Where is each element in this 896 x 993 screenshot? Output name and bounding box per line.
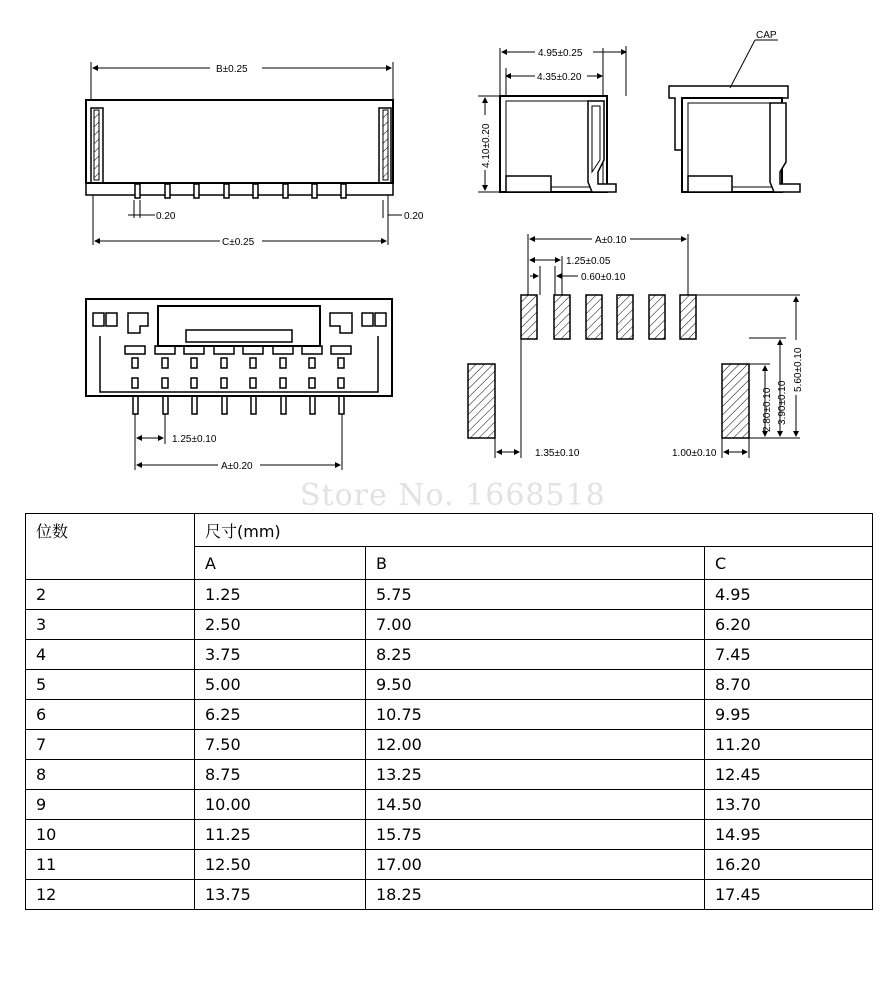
cell-positions: 10 <box>26 820 195 850</box>
footprint-pad-width: 0.60±0.10 <box>581 272 626 283</box>
subheader-a: A <box>195 547 366 580</box>
footprint-offset-left: 1.35±0.10 <box>535 448 580 459</box>
cell-b: 9.50 <box>366 670 705 700</box>
footprint-pad-right-width: 1.00±0.10 <box>672 448 717 459</box>
cell-a: 6.25 <box>195 700 366 730</box>
cell-b: 17.00 <box>366 850 705 880</box>
top-view-pin-left: 0.20 <box>156 211 176 222</box>
table-row <box>26 640 873 670</box>
footprint-height-total: 5.60±0.10 <box>793 347 804 392</box>
cell-a: 12.50 <box>195 850 366 880</box>
top-view-pins <box>135 184 346 198</box>
table-row <box>26 850 873 880</box>
store-watermark: Store No. 1668518 <box>300 478 606 513</box>
front-view-pins <box>133 396 344 414</box>
header-size-mm: 尺寸(mm) <box>195 514 873 547</box>
cell-a: 10.00 <box>195 790 366 820</box>
table-row <box>26 790 873 820</box>
footprint-mount-pad-left <box>468 364 495 438</box>
top-view <box>86 62 402 245</box>
table-header-row <box>26 514 873 547</box>
table-row <box>26 580 873 610</box>
cell-b: 14.50 <box>366 790 705 820</box>
cell-positions: 5 <box>26 670 195 700</box>
cell-positions: 8 <box>26 760 195 790</box>
cell-b: 12.00 <box>366 730 705 760</box>
top-view-dim-b: B±0.25 <box>216 64 248 75</box>
front-view-contacts <box>125 346 351 388</box>
cap-view <box>669 40 800 192</box>
dimension-table <box>25 513 873 910</box>
front-view <box>86 299 392 470</box>
cell-a: 3.75 <box>195 640 366 670</box>
table-row <box>26 700 873 730</box>
top-view-pin-right: 0.20 <box>404 211 424 222</box>
cell-c: 12.45 <box>705 760 873 790</box>
table-row <box>26 880 873 910</box>
cell-c: 17.45 <box>705 880 873 910</box>
cap-label: CAP <box>756 30 777 41</box>
cell-positions: 7 <box>26 730 195 760</box>
cell-positions: 3 <box>26 610 195 640</box>
cell-positions: 12 <box>26 880 195 910</box>
footprint-dim-a: A±0.10 <box>595 235 627 246</box>
side-view-dim-inner: 4.35±0.20 <box>537 72 582 83</box>
cell-c: 8.70 <box>705 670 873 700</box>
cell-positions: 4 <box>26 640 195 670</box>
cell-c: 11.20 <box>705 730 873 760</box>
cell-a: 5.00 <box>195 670 366 700</box>
footprint-mount-pad-right <box>722 364 749 438</box>
table-row <box>26 610 873 640</box>
footprint-pads <box>521 295 696 339</box>
cell-a: 1.25 <box>195 580 366 610</box>
cell-positions: 9 <box>26 790 195 820</box>
cell-b: 5.75 <box>366 580 705 610</box>
cell-positions: 6 <box>26 700 195 730</box>
side-view <box>478 46 626 192</box>
footprint-pitch: 1.25±0.05 <box>566 256 611 267</box>
front-view-pitch: 1.25±0.10 <box>172 434 217 445</box>
cell-c: 9.95 <box>705 700 873 730</box>
cell-c: 4.95 <box>705 580 873 610</box>
cell-a: 8.75 <box>195 760 366 790</box>
front-view-dim-a: A±0.20 <box>221 461 253 472</box>
cell-c: 7.45 <box>705 640 873 670</box>
subheader-c: C <box>705 547 873 580</box>
cell-a: 2.50 <box>195 610 366 640</box>
footprint-height-mid: 3.90±0.10 <box>777 380 788 425</box>
table-row <box>26 670 873 700</box>
cell-c: 16.20 <box>705 850 873 880</box>
cell-b: 7.00 <box>366 610 705 640</box>
table-row <box>26 760 873 790</box>
side-view-dim-height: 4.10±0.20 <box>481 123 492 168</box>
pcb-footprint <box>468 234 800 458</box>
cell-b: 18.25 <box>366 880 705 910</box>
cell-positions: 11 <box>26 850 195 880</box>
cell-a: 11.25 <box>195 820 366 850</box>
side-view-dim-outer: 4.95±0.25 <box>538 48 583 59</box>
table-row <box>26 730 873 760</box>
cell-positions: 2 <box>26 580 195 610</box>
cell-c: 6.20 <box>705 610 873 640</box>
cell-b: 8.25 <box>366 640 705 670</box>
top-view-dim-c: C±0.25 <box>222 237 255 248</box>
footprint-height-pad: 2.80±0.10 <box>762 387 773 432</box>
cell-c: 13.70 <box>705 790 873 820</box>
cell-b: 13.25 <box>366 760 705 790</box>
header-position-count: 位数 <box>26 514 195 580</box>
cell-b: 10.75 <box>366 700 705 730</box>
cell-b: 15.75 <box>366 820 705 850</box>
cell-c: 14.95 <box>705 820 873 850</box>
cell-a: 13.75 <box>195 880 366 910</box>
cell-a: 7.50 <box>195 730 366 760</box>
subheader-b: B <box>366 547 705 580</box>
table-row <box>26 820 873 850</box>
